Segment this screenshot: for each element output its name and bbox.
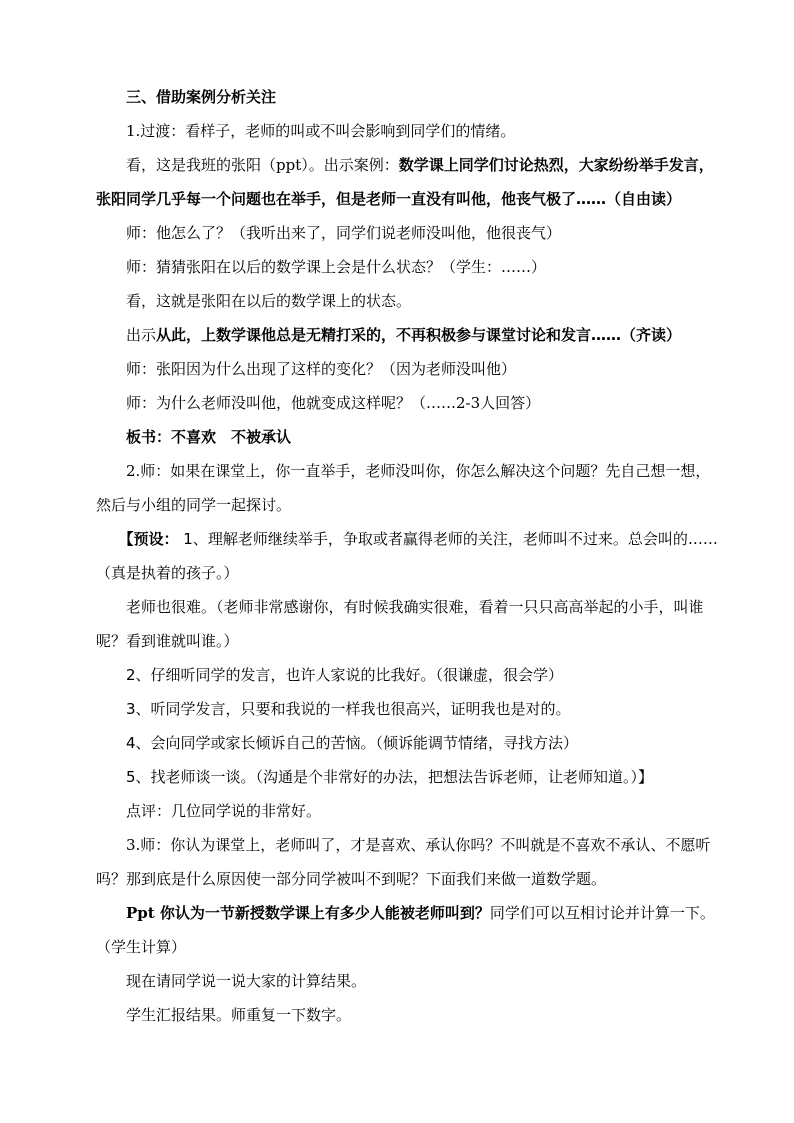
paragraph-ppt bbox=[96, 896, 718, 964]
paragraph-case-intro bbox=[96, 148, 718, 216]
paragraph-comment: 点评：几位同学说的非常好。 bbox=[126, 802, 322, 820]
paragraph-question-2: 2.师：如果在课堂上，你一直举手，老师没叫你，你怎么解决这个问题？先自己想一想，然后与小组的同学一起探讨。 bbox=[96, 462, 711, 514]
paragraph-preset bbox=[96, 522, 718, 590]
paragraph-preset-3: 3、听同学发言，只要和我说的一样我也很高兴，证明我也是对的。 bbox=[126, 700, 571, 718]
paragraph-preset-4: 4、会向同学或家长倾诉自己的苦恼。（倾诉能调节情绪，寻找方法） bbox=[126, 734, 579, 752]
case-intro-text: 看，这是我班的张阳（ppt）。出示案例： bbox=[126, 156, 399, 174]
ppt-question: Ppt 你认为一节新授数学课上有多少人能被老师叫到？ bbox=[126, 904, 490, 922]
paragraph-teacher-q1: 师：他怎么了？（我听出来了，同学们说老师没叫他，他很丧气） bbox=[126, 224, 562, 242]
preset-label: 【预设： bbox=[118, 530, 179, 548]
paragraph-teacher-q3: 师：张阳因为什么出现了这样的变化？（因为老师没叫他） bbox=[126, 360, 517, 378]
paragraph-results: 现在请同学说一说大家的计算结果。 bbox=[126, 972, 367, 990]
document-page bbox=[96, 80, 718, 1032]
paragraph-teacher-hard: 老师也很难。（老师非常感谢你，有时候我确实很难，看着一只只高高举起的小手，叫谁呢？看到谁就叫谁。） bbox=[96, 598, 704, 650]
paragraph-report: 学生汇报结果。师重复一下数字。 bbox=[126, 1006, 352, 1024]
preset-text: 1、理解老师继续举手，争取或者赢得老师的关注，老师叫不过来。总会叫的……（真是执着的孩子。） bbox=[96, 530, 718, 582]
show-label: 出示 bbox=[126, 326, 157, 344]
paragraph-state: 看，这就是张阳在以后的数学课上的状态。 bbox=[126, 292, 412, 310]
paragraph-preset-5: 5、找老师谈一谈。（沟通是个非常好的办法，把想法告诉老师，让老师知道。）】 bbox=[126, 768, 654, 786]
paragraph-teacher-q4: 师：为什么老师没叫他，他就变成这样呢？（……2-3人回答） bbox=[126, 394, 541, 412]
paragraph-teacher-q2: 师：猜猜张阳在以后的数学课上会是什么状态？（学生：……） bbox=[126, 258, 547, 276]
paragraph-show bbox=[96, 318, 718, 352]
paragraph-question-3: 3.师：你认为课堂上，老师叫了，才是喜欢、承认你吗？不叫就是不喜欢不承认、不愿听吗？那到底是什么原因使一部分同学被叫不到呢？下面我们来做一道数学题。 bbox=[96, 836, 711, 888]
paragraph-transition: 1.过渡：看样子，老师的叫或不叫会影响到同学们的情绪。 bbox=[126, 122, 516, 140]
section-heading: 三、借助案例分析关注 bbox=[126, 88, 277, 106]
paragraph-board-writing: 板书：不喜欢 不被承认 bbox=[126, 428, 292, 446]
case-text: 数学课上同学们讨论热烈，大家纷纷举手发言，张阳同学几乎每一个问题也在举手，但是老师一直没有叫他，他丧气极了……（自由读） bbox=[96, 156, 714, 208]
ppt-instruction: 同学们可以互相讨论并计算一下。（学生计算） bbox=[96, 904, 715, 956]
show-text: 从此，上数学课他总是无精打采的，不再积极参与课堂讨论和发言……（齐读） bbox=[156, 326, 682, 344]
paragraph-preset-2: 2、仔细听同学的发言，也许人家说的比我好。（很谦虚，很会学） bbox=[126, 666, 564, 684]
